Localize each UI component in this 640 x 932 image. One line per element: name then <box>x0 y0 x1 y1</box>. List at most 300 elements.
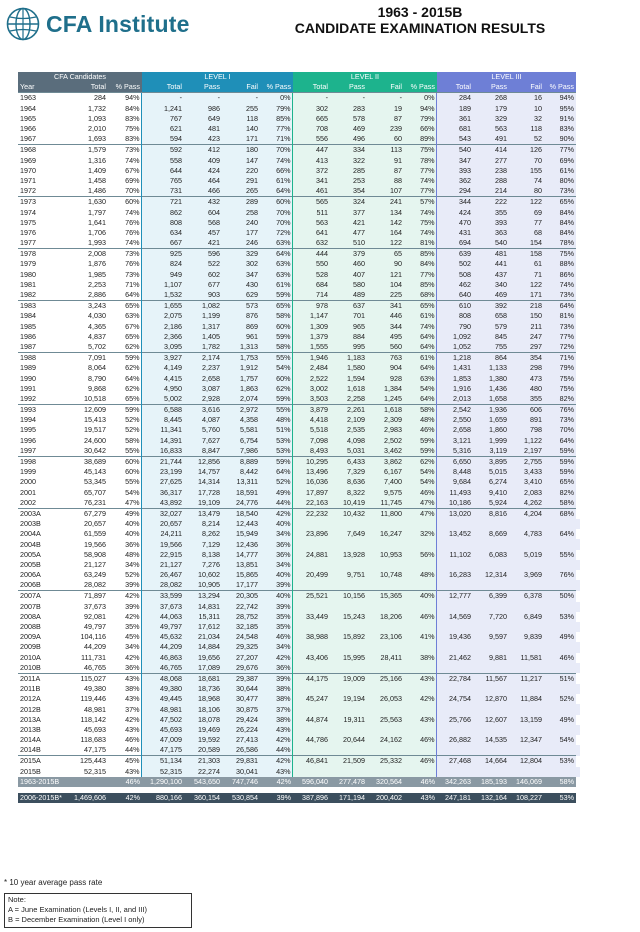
cell-level2-pct-pass: 47% <box>404 498 437 509</box>
cell-candidates-year: 2006-2015B* <box>20 793 62 803</box>
cell-level1-fail: 171 <box>222 134 260 145</box>
cell-level2-pct-pass: 56% <box>404 550 437 560</box>
cell-candidates-pct-pass: 74% <box>108 207 142 217</box>
cell-candidates-year: 2012B <box>18 704 64 714</box>
table-row <box>18 176 580 186</box>
cell-candidates-year: 2014A <box>18 735 64 745</box>
cell-level1-pct-pass: 54% <box>260 363 293 373</box>
group-level-1: LEVEL I <box>142 72 293 82</box>
cell-level1-total: - <box>142 93 184 104</box>
cell-level3-fail <box>509 767 544 777</box>
cell-level3-fail <box>509 663 544 674</box>
cell-level1-total: 721 <box>142 197 184 208</box>
cell-level1-total: 808 <box>142 218 184 228</box>
cell-level3-fail: 32 <box>509 114 544 124</box>
cell-level2-pct-pass <box>404 642 437 652</box>
cell-candidates-pct-pass: 37% <box>108 704 142 714</box>
cell-level2-pass: 10,419 <box>330 498 367 509</box>
cell-level1-fail: 27,413 <box>222 735 260 745</box>
cell-level1-total: 862 <box>142 207 184 217</box>
cell-candidates-pct-pass: 62% <box>108 384 142 394</box>
cell-level3-total: 347 <box>437 156 473 166</box>
cell-candidates-total: 284 <box>64 93 108 104</box>
cell-candidates-total: 1,641 <box>64 218 108 228</box>
cell-level2-total <box>293 539 330 549</box>
cell-level3-total: 27,468 <box>437 756 473 767</box>
cell-level1-pct-pass: 55% <box>260 353 293 364</box>
cell-level1-pass: 15,311 <box>184 612 222 622</box>
cell-level2-pass: 965 <box>330 322 367 332</box>
cell-level1-total: 46,863 <box>142 653 184 663</box>
cell-candidates-total: 1,469,606 <box>64 793 108 803</box>
cell-level3-total: 1,218 <box>437 353 473 364</box>
table-row <box>18 519 580 529</box>
cell-level2-pass: 489 <box>330 290 367 301</box>
cell-level2-total: 1,309 <box>293 322 330 332</box>
cell-level2-total: 2,522 <box>293 373 330 383</box>
cell-candidates-year: 2013A <box>18 715 64 725</box>
cell-level1-pass: 2,658 <box>184 373 222 383</box>
cell-candidates-pct-pass: 36% <box>108 663 142 674</box>
cell-level1-pass: 568 <box>184 218 222 228</box>
cell-level2-total: 302 <box>293 104 330 114</box>
cell-level2-pct-pass: 94% <box>404 104 437 114</box>
group-level-3: LEVEL III <box>437 72 576 82</box>
cell-level2-pct-pass: 46% <box>404 777 437 787</box>
cell-candidates-total: 9,868 <box>64 384 108 394</box>
cell-level1-pass: 18,968 <box>184 694 222 704</box>
cell-level1-pct-pass: 60% <box>260 322 293 332</box>
cell-candidates-total <box>64 777 108 787</box>
cell-level1-total: 37,673 <box>142 602 184 612</box>
cell-candidates-pct-pass: 55% <box>108 477 142 487</box>
cell-level2-pass: 15,995 <box>330 653 367 663</box>
cell-level3-fail: 11,581 <box>509 653 544 663</box>
cell-candidates-year: 1980 <box>18 270 64 280</box>
cell-level2-pass: 283 <box>330 104 367 114</box>
cell-candidates-year: 1975 <box>18 218 64 228</box>
cell-level1-pct-pass: 52% <box>260 477 293 487</box>
cell-level2-pct-pass: 40% <box>404 591 437 602</box>
cell-level1-pct-pass: 36% <box>260 539 293 549</box>
cell-level3-pass: 563 <box>473 124 509 134</box>
cell-level3-fail: 2,755 <box>509 456 544 467</box>
cell-level2-pct-pass: 46% <box>404 756 437 767</box>
cell-candidates-total: 104,116 <box>64 632 108 642</box>
cell-candidates-total: 7,091 <box>64 353 108 364</box>
cell-level3-fail: 3,969 <box>509 570 544 580</box>
cell-candidates-total: 1,876 <box>64 259 108 269</box>
cell-candidates-total: 63,249 <box>64 570 108 580</box>
table-row <box>18 612 580 622</box>
table-row <box>18 622 580 632</box>
cell-level3-pass: 1,658 <box>473 394 509 405</box>
cell-level1-pct-pass: 58% <box>260 342 293 353</box>
cell-level1-pass: 8,262 <box>184 529 222 539</box>
cell-level3-pct-pass: 53% <box>544 612 576 622</box>
cell-candidates-total: 111,731 <box>64 653 108 663</box>
cell-level1-total: 667 <box>142 238 184 249</box>
table-row <box>18 477 580 487</box>
cell-level3-pass: 1,860 <box>473 425 509 435</box>
cell-level1-pass: 19,469 <box>184 725 222 735</box>
cell-candidates-total: 53,345 <box>64 477 108 487</box>
table-row <box>18 446 580 457</box>
cell-level2-pct-pass <box>404 767 437 777</box>
cell-candidates-year: 1983 <box>18 301 64 312</box>
cell-candidates-pct-pass: 34% <box>108 642 142 652</box>
cell-candidates-pct-pass: 76% <box>108 259 142 269</box>
cell-level3-fail: 4,783 <box>509 529 544 539</box>
cell-level1-pass: 903 <box>184 290 222 301</box>
cell-level3-pct-pass: 74% <box>544 280 576 290</box>
cell-level2-pct-pass: 77% <box>404 270 437 280</box>
cell-level2-total: 3,503 <box>293 394 330 405</box>
cell-level1-pass: 481 <box>184 124 222 134</box>
cell-candidates-year: 2012A <box>18 694 64 704</box>
cell-candidates-total: 4,365 <box>64 322 108 332</box>
cell-candidates-year: 1992 <box>18 394 64 405</box>
cell-level3-pct-pass <box>544 725 576 735</box>
cell-candidates-year: 1973 <box>18 197 64 208</box>
cell-candidates-year: 2010A <box>18 653 64 663</box>
cell-level1-pct-pass: 66% <box>260 166 293 176</box>
table-row <box>18 425 580 435</box>
cell-level3-pass: 491 <box>473 134 509 145</box>
cell-level2-pass: 496 <box>330 134 367 145</box>
cell-candidates-year: 1963 <box>18 93 64 104</box>
cell-level3-pass: 3,895 <box>473 456 509 467</box>
cell-level2-pct-pass: 43% <box>404 673 437 684</box>
cell-level2-fail <box>367 704 404 714</box>
cell-level2-pass: 2,109 <box>330 415 367 425</box>
cell-level1-fail: 17,177 <box>222 580 260 591</box>
cell-level1-pass: 7,627 <box>184 436 222 446</box>
cell-level2-fail: 9,575 <box>367 488 404 498</box>
cell-candidates-pct-pass: 94% <box>108 93 142 104</box>
cell-level3-pct-pass <box>544 560 576 570</box>
cell-level3-fail: 74 <box>509 176 544 186</box>
cell-level1-pct-pass: 38% <box>260 684 293 694</box>
cell-level3-pct-pass: 69% <box>544 156 576 166</box>
cell-level2-fail: 134 <box>367 207 404 217</box>
cell-candidates-year: 1994 <box>18 415 64 425</box>
cell-candidates-pct-pass: 65% <box>108 394 142 405</box>
cell-level3-pct-pass: 70% <box>544 425 576 435</box>
cell-level2-pass: 469 <box>330 124 367 134</box>
cell-level2-pct-pass: 64% <box>404 332 437 342</box>
cell-level1-total: 5,002 <box>142 394 184 405</box>
cell-level2-pct-pass: 64% <box>404 394 437 405</box>
cell-level2-pct-pass <box>404 519 437 529</box>
cell-level2-total: 22,163 <box>293 498 330 509</box>
cell-level2-pass: 2,261 <box>330 405 367 416</box>
cell-level2-pass <box>330 602 367 612</box>
cell-level3-pct-pass: 49% <box>544 632 576 642</box>
cell-candidates-year: 2006A <box>18 570 64 580</box>
cell-candidates-year: 2007A <box>18 591 64 602</box>
cell-level3-fail: 473 <box>509 373 544 383</box>
cell-level3-pct-pass <box>544 580 576 591</box>
cell-level1-pass: 5,760 <box>184 425 222 435</box>
cell-level1-pass: 10,602 <box>184 570 222 580</box>
cell-level2-pct-pass: 79% <box>404 114 437 124</box>
cell-candidates-pct-pass: 36% <box>108 539 142 549</box>
cell-level1-pct-pass: 34% <box>260 642 293 652</box>
cell-candidates-year: 1988 <box>18 353 64 364</box>
cell-candidates-year: 2005A <box>18 550 64 560</box>
cell-level2-pass: 8,322 <box>330 488 367 498</box>
cell-level1-pass: 423 <box>184 134 222 145</box>
cell-level2-fail: 90 <box>367 259 404 269</box>
cell-level1-pct-pass: 53% <box>260 436 293 446</box>
cell-candidates-pct-pass: 73% <box>108 249 142 260</box>
cell-level3-pct-pass: 59% <box>544 467 576 477</box>
cell-level2-total: 4,418 <box>293 415 330 425</box>
cell-level1-total: 44,209 <box>142 642 184 652</box>
cell-level2-fail: 15,365 <box>367 591 404 602</box>
table-row <box>18 322 580 332</box>
cell-level3-pass: 185,193 <box>473 777 509 787</box>
cell-level3-fail <box>509 580 544 591</box>
cell-level2-fail: 225 <box>367 290 404 301</box>
cell-candidates-year: 2008B <box>18 622 64 632</box>
cell-level3-pct-pass: 68% <box>544 508 576 519</box>
cell-level2-total <box>293 602 330 612</box>
cell-level3-pass <box>473 602 509 612</box>
cell-candidates-pct-pass: 42% <box>108 591 142 602</box>
cell-level3-total: 344 <box>437 197 473 208</box>
cell-candidates-year: 1966 <box>18 124 64 134</box>
cell-level1-pass: 17,728 <box>184 488 222 498</box>
cell-level3-pass: 12,870 <box>473 694 509 704</box>
cell-level2-pass: 1,618 <box>330 384 367 394</box>
cell-level3-pct-pass: 73% <box>544 186 576 197</box>
cell-level2-fail: 11,800 <box>367 508 404 519</box>
cell-level1-fail: 13,311 <box>222 477 260 487</box>
cell-candidates-pct-pass: 40% <box>108 529 142 539</box>
cell-level2-pass: 277,478 <box>330 777 367 787</box>
cell-candidates-pct-pass: 65% <box>108 332 142 342</box>
cell-level2-pass: 460 <box>330 259 367 269</box>
cell-level1-pass: 602 <box>184 270 222 280</box>
cell-level3-fail: 355 <box>509 394 544 405</box>
cell-level2-pass: 1,594 <box>330 373 367 383</box>
cell-level1-pct-pass: 44% <box>260 498 293 509</box>
cell-level2-total <box>293 580 330 591</box>
cell-level1-pass: 7,129 <box>184 539 222 549</box>
cell-level3-pass: 437 <box>473 270 509 280</box>
cell-level2-fail: 65 <box>367 249 404 260</box>
cell-level3-fail: 891 <box>509 415 544 425</box>
cell-level1-fail: 29,387 <box>222 673 260 684</box>
cell-level1-pct-pass: 38% <box>260 694 293 704</box>
cell-level3-total: 362 <box>437 176 473 186</box>
cell-level2-fail: 91 <box>367 156 404 166</box>
cell-level1-pass: 8,138 <box>184 550 222 560</box>
cell-level1-pct-pass: 40% <box>260 519 293 529</box>
cell-candidates-total: 118,142 <box>64 715 108 725</box>
cell-candidates-pct-pass: 44% <box>108 745 142 756</box>
cell-level1-total: 26,467 <box>142 570 184 580</box>
cell-candidates-year: 1999 <box>18 467 64 477</box>
cell-candidates-year: 2011A <box>18 673 64 684</box>
footnote: * 10 year average pass rate <box>4 878 103 887</box>
cell-level1-pass: 596 <box>184 249 222 260</box>
cell-level2-pct-pass <box>404 602 437 612</box>
cell-level2-total: 10,295 <box>293 456 330 467</box>
cell-level1-pct-pass: 70% <box>260 218 293 228</box>
cell-candidates-pct-pass: 64% <box>108 290 142 301</box>
cell-level1-pct-pass: 42% <box>260 653 293 663</box>
cell-level2-total: 44,874 <box>293 715 330 725</box>
cell-level3-pct-pass: 73% <box>544 290 576 301</box>
cell-level1-fail: 140 <box>222 124 260 134</box>
cell-candidates-total: 1,693 <box>64 134 108 145</box>
cell-level2-pass <box>330 767 367 777</box>
cell-level1-pct-pass: 43% <box>260 725 293 735</box>
table-row <box>18 602 580 612</box>
cell-level3-total <box>576 745 580 756</box>
cell-level3-pass: 6,083 <box>473 550 509 560</box>
cell-candidates-total: 65,707 <box>64 488 108 498</box>
cell-candidates-pct-pass: 74% <box>108 156 142 166</box>
cell-level1-fail: 258 <box>222 207 260 217</box>
cell-level3-total <box>576 560 580 570</box>
cell-candidates-pct-pass: 52% <box>108 425 142 435</box>
cell-level3-total: 681 <box>437 124 473 134</box>
cell-level1-fail: 869 <box>222 322 260 332</box>
cell-level1-total: 44,063 <box>142 612 184 622</box>
cell-level1-total: 6,588 <box>142 405 184 416</box>
cell-candidates-total: 44,209 <box>64 642 108 652</box>
cell-candidates-pct-pass: 59% <box>108 353 142 364</box>
cell-candidates-total: 4,837 <box>64 332 108 342</box>
cell-level3-total: 1,916 <box>437 384 473 394</box>
cell-level3-total: 189 <box>437 104 473 114</box>
cell-level3-pct-pass: 61% <box>544 166 576 176</box>
cell-level1-fail: 28,752 <box>222 612 260 622</box>
cell-level3-total <box>576 663 580 674</box>
cell-candidates-year: 1972 <box>18 186 64 197</box>
cell-level3-total <box>437 580 473 591</box>
cell-level3-pct-pass: 94% <box>544 93 576 104</box>
cell-level2-fail: 24,162 <box>367 735 404 745</box>
cell-level2-pct-pass: 48% <box>404 415 437 425</box>
cell-level2-total: 45,247 <box>293 694 330 704</box>
cell-candidates-pct-pass: 55% <box>108 446 142 457</box>
cell-level2-pass: 477 <box>330 228 367 238</box>
cell-candidates-total: 61,559 <box>64 529 108 539</box>
cell-level2-total: 38,988 <box>293 632 330 642</box>
table-row <box>18 663 580 674</box>
cell-level1-fail: 30,041 <box>222 767 260 777</box>
cell-level3-total <box>576 767 580 777</box>
cell-level3-pct-pass: 46% <box>544 653 576 663</box>
cell-level2-pct-pass: 68% <box>404 290 437 301</box>
cell-candidates-pct-pass: 47% <box>108 498 142 509</box>
cell-level1-fail: 347 <box>222 270 260 280</box>
cell-level2-fail: 6,167 <box>367 467 404 477</box>
cell-level3-pass: 340 <box>473 280 509 290</box>
cfa-institute-logo <box>6 4 206 44</box>
cell-candidates-pct-pass: 43% <box>108 694 142 704</box>
cell-candidates-pct-pass: 46% <box>108 735 142 745</box>
cell-level3-pass <box>473 745 509 756</box>
cell-level3-total: 361 <box>437 114 473 124</box>
cell-level1-pct-pass: 46% <box>260 632 293 642</box>
cell-candidates-total: 1,409 <box>64 166 108 176</box>
cell-level1-total: 4,415 <box>142 373 184 383</box>
cell-level1-pass: 8,214 <box>184 519 222 529</box>
cell-level3-total: 610 <box>437 301 473 312</box>
cell-candidates-total: 118,683 <box>64 735 108 745</box>
cell-level1-pct-pass: 72% <box>260 228 293 238</box>
cell-candidates-year: 2010B <box>18 663 64 674</box>
cell-level2-pass: 1,580 <box>330 363 367 373</box>
cell-level2-total: 665 <box>293 114 330 124</box>
cell-level3-total: 543 <box>437 134 473 145</box>
cell-level1-pct-pass: 34% <box>260 529 293 539</box>
cell-level2-pct-pass: 65% <box>404 301 437 312</box>
cell-level1-pass: 14,314 <box>184 477 222 487</box>
cell-candidates-year: 2014B <box>18 745 64 756</box>
cell-level3-fail: 146,069 <box>509 777 544 787</box>
cell-level2-pass: 4,098 <box>330 436 367 446</box>
cell-level1-total: 592 <box>142 145 184 156</box>
table-row <box>18 405 580 416</box>
cell-candidates-pct-pass: 83% <box>108 114 142 124</box>
cell-level2-fail: 11,745 <box>367 498 404 509</box>
cell-level3-pct-pass: 90% <box>544 134 576 145</box>
cell-candidates-total: 1,486 <box>64 186 108 197</box>
col-header-level3-pass: Pass <box>473 82 509 93</box>
cell-candidates-year: 1981 <box>18 280 64 290</box>
cell-level3-total: 694 <box>437 238 473 249</box>
cell-candidates-total: 1,797 <box>64 207 108 217</box>
globe-logo-icon <box>6 7 40 41</box>
cell-level2-total <box>293 725 330 735</box>
cell-level2-fail: 104 <box>367 280 404 290</box>
cell-level2-pass <box>330 684 367 694</box>
cell-level3-fail <box>509 745 544 756</box>
cell-level1-total: 21,744 <box>142 456 184 467</box>
cell-level2-fail <box>367 767 404 777</box>
cell-level3-total: 19,436 <box>437 632 473 642</box>
cell-candidates-pct-pass: 54% <box>108 488 142 498</box>
cell-level1-pct-pass: 36% <box>260 550 293 560</box>
cell-candidates-year: 1986 <box>18 332 64 342</box>
cell-level3-pass: 14,535 <box>473 735 509 745</box>
cell-level3-pass: 845 <box>473 332 509 342</box>
cell-level1-pass: 1,082 <box>184 301 222 312</box>
cell-candidates-total: 115,027 <box>64 673 108 684</box>
cell-level1-pct-pass: 42% <box>260 777 293 787</box>
cell-level1-pct-pass: 77% <box>260 124 293 134</box>
table-row <box>18 134 580 145</box>
cell-level2-pct-pass <box>404 745 437 756</box>
cell-level1-pct-pass: 35% <box>260 622 293 632</box>
cell-level1-fail: 24,776 <box>222 498 260 509</box>
cell-level1-pct-pass: 39% <box>260 793 293 803</box>
cell-candidates-pct-pass: 34% <box>108 560 142 570</box>
cell-level1-pct-pass: 61% <box>260 280 293 290</box>
cell-level3-pass: 392 <box>473 301 509 312</box>
cell-level3-total <box>437 642 473 652</box>
cell-level3-pct-pass <box>544 663 576 674</box>
cell-level2-total <box>293 663 330 674</box>
cell-level2-total: 1,946 <box>293 353 330 364</box>
